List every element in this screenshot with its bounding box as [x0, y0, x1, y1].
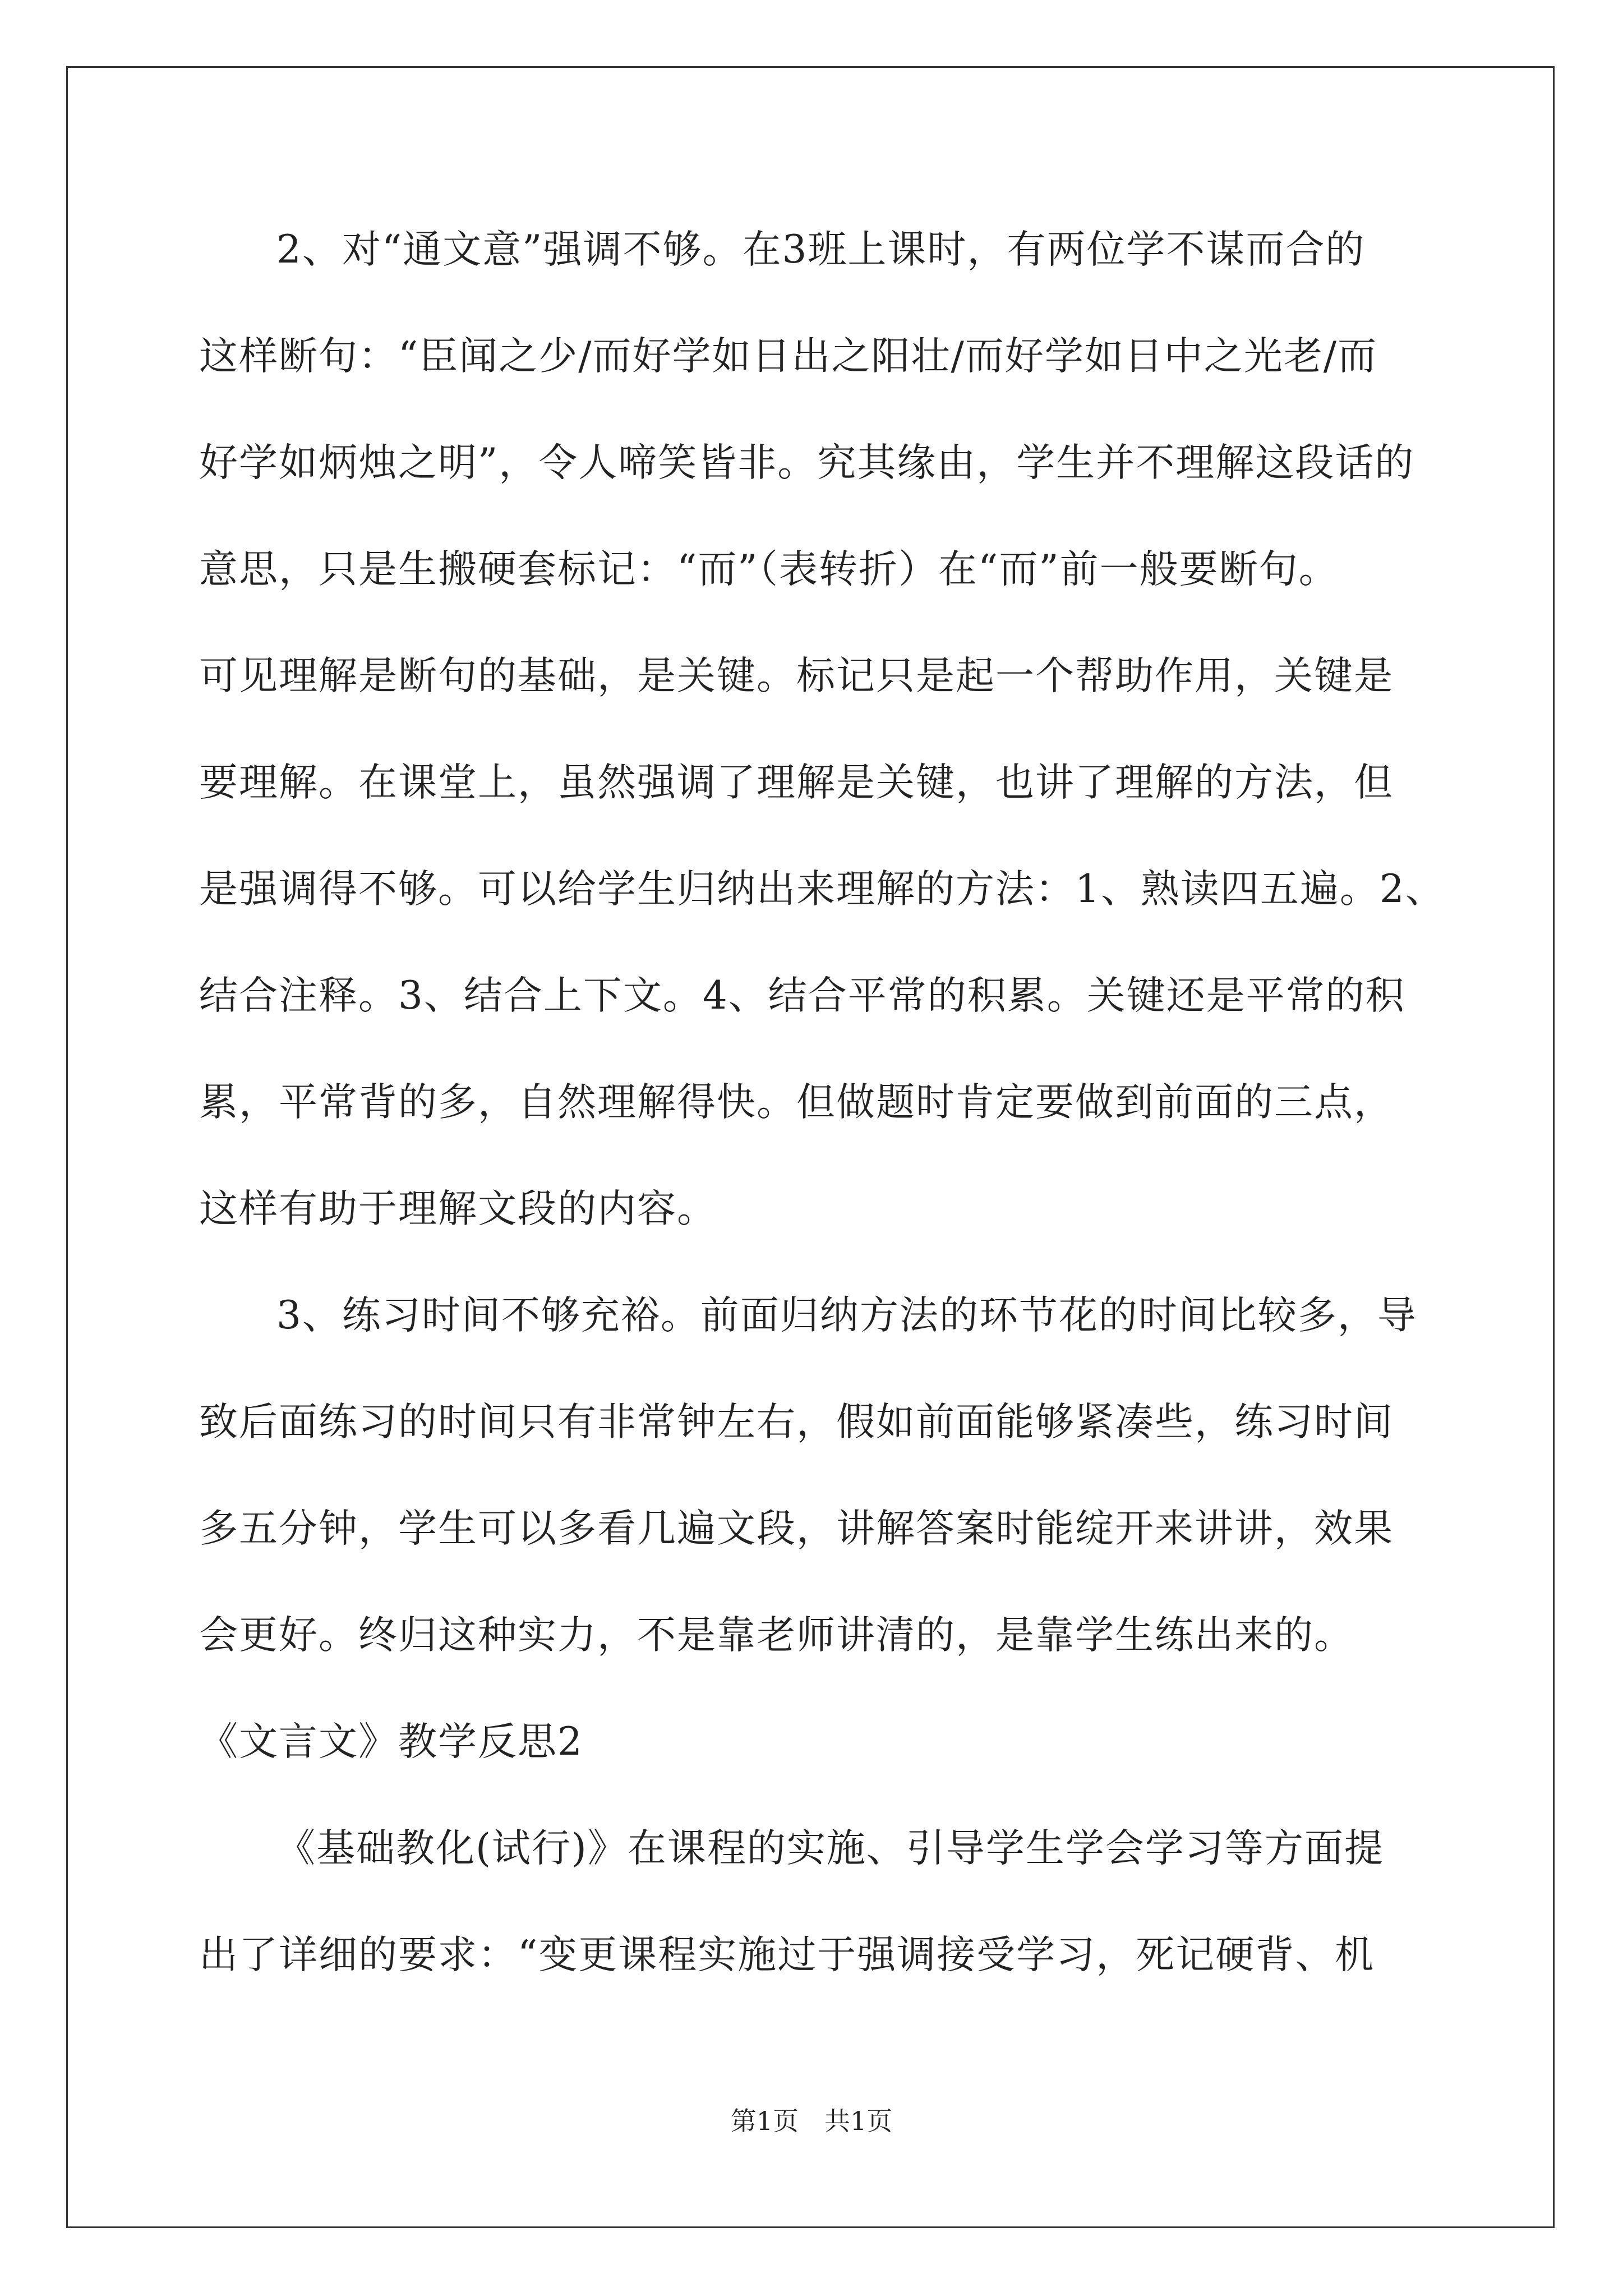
document-body	[199, 216, 1445, 2028]
page-number-current: 第1页	[730, 2106, 799, 2136]
page-footer	[0, 2101, 1623, 2138]
paragraph-line: 2、对“通文意”强调不够。在3班上课时，有两位学不谋而合的	[276, 227, 1366, 272]
page-number-total: 共1页	[824, 2106, 893, 2136]
paragraph-line: 3、练习时间不够充裕。前面归纳方法的环节花的时间比较多，导	[276, 1293, 1417, 1338]
paragraph-line: 会更好。终归这种实力，不是靠老师讲清的，是靠学生练出来的。	[199, 1613, 1354, 1658]
paragraph-line: 好学如炳烛之明”，令人啼笑皆非。究其缘由，学生并不理解这段话的	[199, 440, 1415, 485]
paragraph-line: 《基础教化(试行)》在课程的实施、引导学生学会学习等方面提	[276, 1826, 1384, 1871]
paragraph-line: 可见理解是断句的基础，是关键。标记只是起一个帮助作用，关键是	[199, 654, 1394, 698]
section-heading: 《文言文》教学反思2	[199, 1719, 583, 1764]
paragraph-line: 多五分钟，学生可以多看几遍文段，讲解答案时能绽开来讲讲，效果	[199, 1506, 1394, 1551]
paragraph-line: 要理解。在课堂上，虽然强调了理解是关键，也讲了理解的方法，但	[199, 760, 1394, 805]
paragraph-line: 结合注释。3、结合上下文。4、结合平常的积累。关键还是平常的积	[199, 973, 1405, 1018]
paragraph-line: 意思，只是生搬硬套标记：“而”（表转折）在“而”前一般要断句。	[199, 547, 1339, 592]
paragraph-line: 出了详细的要求：“变更课程实施过于强调接受学习，死记硬背、机	[199, 1932, 1375, 1977]
paragraph-line: 累，平常背的多，自然理解得快。但做题时肯定要做到前面的三点，	[199, 1080, 1394, 1125]
paragraph-line: 是强调得不够。可以给学生归纳出来理解的方法：1、熟读四五遍。2、	[199, 867, 1445, 912]
paragraph-line: 致后面练习的时间只有非常钟左右，假如前面能够紧凑些，练习时间	[199, 1400, 1394, 1444]
paragraph-line: 这样断句：“臣闻之少/而好学如日出之阳壮/而好学如日中之光老/而	[199, 334, 1378, 379]
paragraph-line: 这样有助于理解文段的内容。	[199, 1186, 717, 1231]
